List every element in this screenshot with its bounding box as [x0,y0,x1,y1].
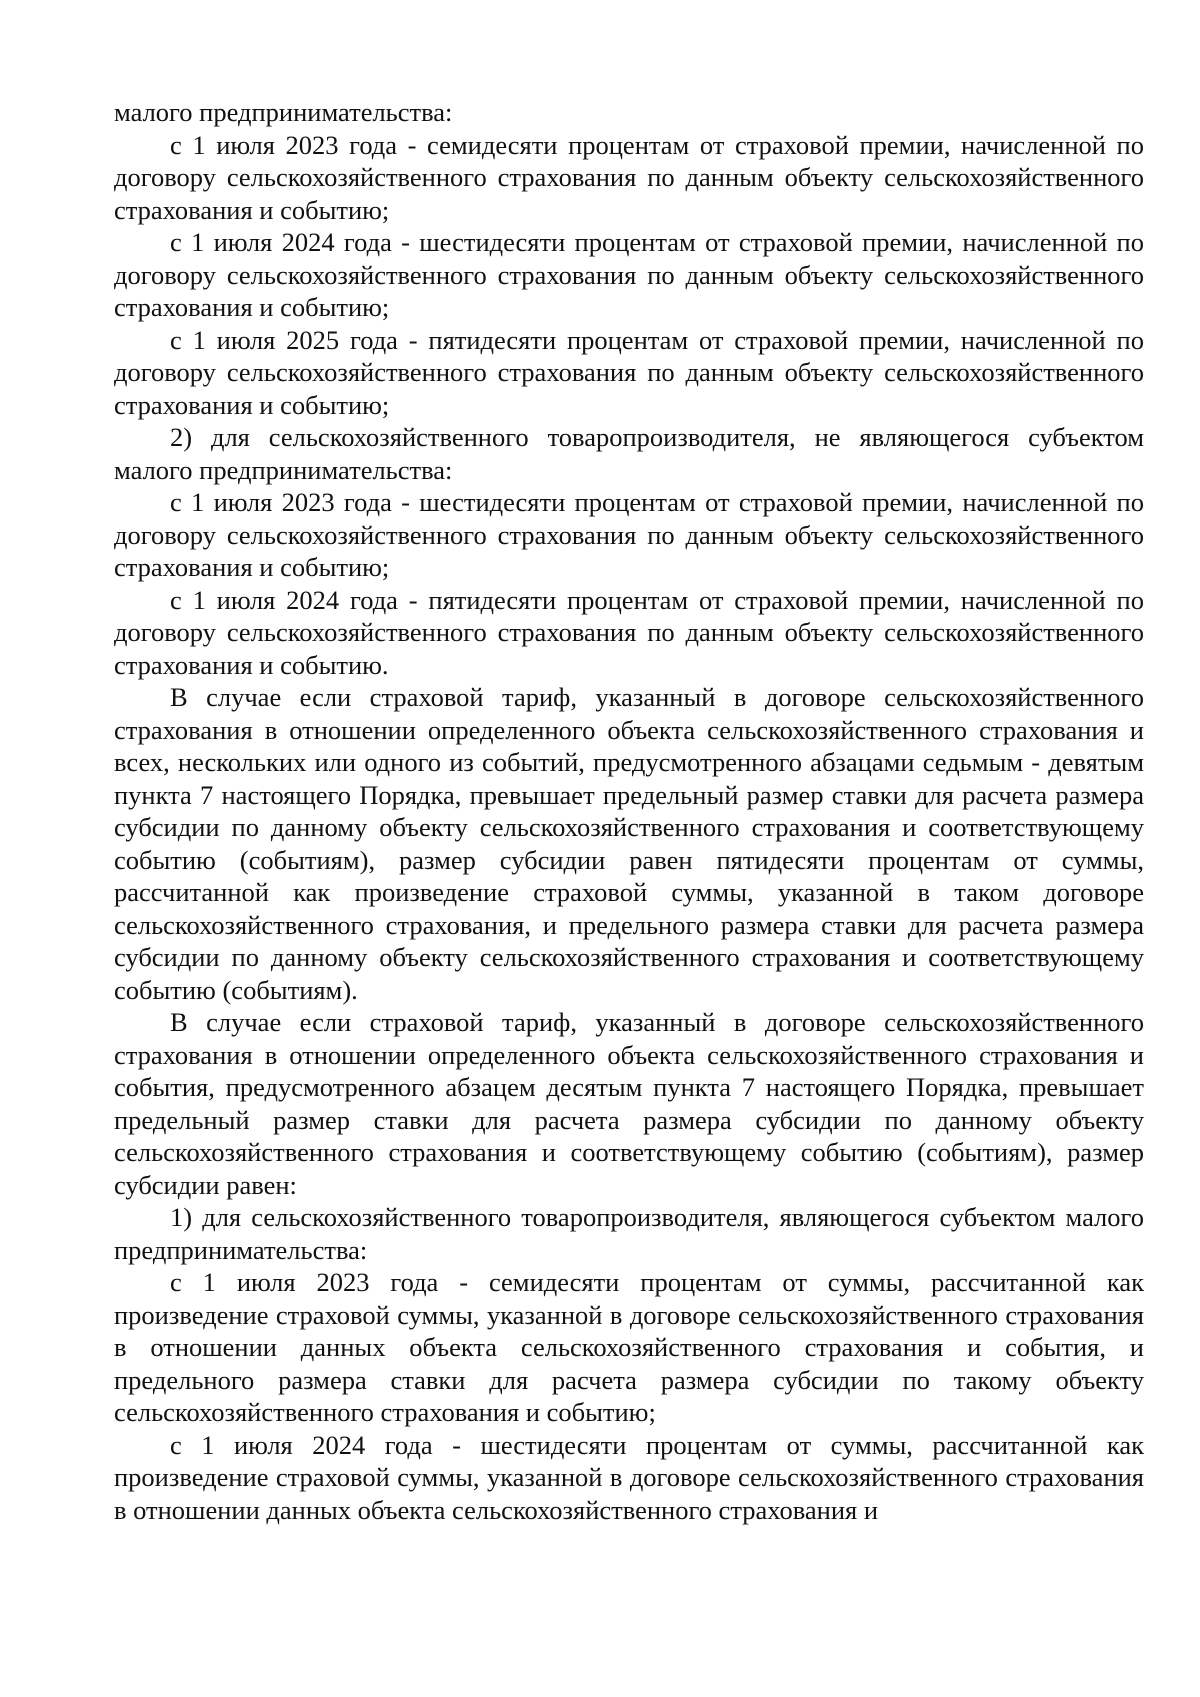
paragraph: с 1 июля 2024 года - шестидесяти процентам от страховой премии, начисленной по договору сельскохозяйственного страхования по данным объекту сельскохозяйственного страхования и событию; [114,227,1144,322]
paragraph: 2) для сельскохозяйственного товаропроизводителя, не являющегося субъектом малого предпринимательства: [114,422,1144,485]
paragraph: 1) для сельскохозяйственного товаропроизводителя, являющегося субъектом малого предпринимательства: [114,1202,1144,1265]
paragraph: с 1 июля 2023 года - шестидесяти процентам от страховой премии, начисленной по договору сельскохозяйственного страхования по данным объекту сельскохозяйственного страхования и событию; [114,487,1144,582]
paragraph-continued: с 1 июля 2024 года - шестидесяти процентам от суммы, рассчитанной как произведение страховой суммы, указанной в договоре сельскохозяйственного страхования в отношении данных объекта сельскохозяйственного страхования и [114,1429,1144,1525]
paragraph: с 1 июля 2025 года - пятидесяти процентам от страховой премии, начисленной по договору сельскохозяйственного страхования по данным объекту сельскохозяйственного страхования и событию; [114,324,1144,420]
paragraph: с 1 июля 2023 года - семидесяти процентам от страховой премии, начисленной по договору сельскохозяйственного страхования по данным объекту сельскохозяйственного страхования и событию; [114,129,1144,225]
paragraph-continuation: малого предпринимательства: [114,97,453,127]
paragraph: В случае если страховой тариф, указанный в договоре сельскохозяйственного страхования в отношении определенного объекта сельскохозяйственного страхования и события, предусмотренного абзацем десятым пункта 7 настоящего Порядка, превышает предельный размер ставки для расчета размера субсидии по данному объекту сельскохозяйственного страхования и соответствующему событию (событиям), размер субсидии равен: [114,1007,1144,1200]
paragraph: с 1 июля 2023 года - семидесяти процентам от суммы, рассчитанной как произведение страховой суммы, указанной в договоре сельскохозяйственного страхования в отношении данных объекта сельскохозяйственного страхования и события, и предельного размера ставки для расчета размера субсидии по такому объекту сельскохозяйственного страхования и событию; [114,1267,1144,1427]
paragraph: В случае если страховой тариф, указанный в договоре сельскохозяйственного страхования в отношении определенного объекта сельскохозяйственного страхования и всех, нескольких или одного из событий, предусмотренного абзацами седьмым - девятым пункта 7 настоящего Порядка, превышает предельный размер ставки для расчета размера субсидии по данному объекту сельскохозяйственного страхования и соответствующему событию (событиям), размер субсидии равен пятидесяти процентам от суммы, рассчитанной как произведение страховой суммы, указанной в таком договоре сельскохозяйственного страхования, и предельного размера ставки для расчета размера субсидии по данному объекту сельскохозяйственного страхования и соответствующему событию (событиям). [114,682,1144,1005]
paragraph: с 1 июля 2024 года - пятидесяти процентам от страховой премии, начисленной по договору сельскохозяйственного страхования по данным объекту сельскохозяйственного страхования и событию. [114,584,1144,680]
document-body [114,96,1144,1526]
